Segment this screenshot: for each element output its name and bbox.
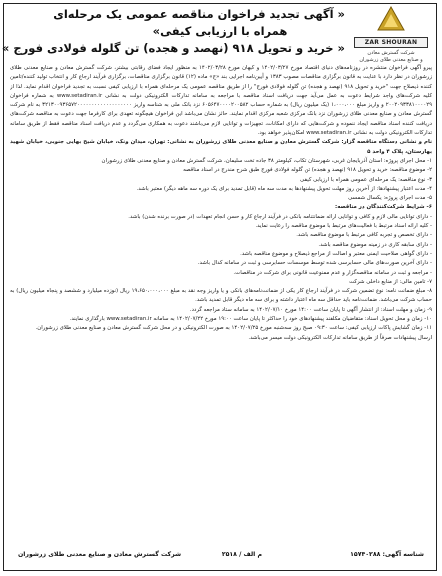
closing-note: ارسال پیشنهادات صرفاً از طریق سامانه تدارکات الکترونیکی دولت میسر می‌باشد. (248, 334, 432, 341)
condition-audited-statements: - دارای آخرین صورت‌های مالی حسابرسی شده توسط موسسات حسابرسی و ثبت در سامانه کدال باشد. (197, 260, 432, 267)
footer-company: شرکت گسترش معادن و صنایع معدنی طلای زرشوران (18, 551, 182, 558)
item-tender-subject: ۲- موضوع مناقصه: خرید و تحویل ۹۱۸ (نهصد و هجده) تن گلوله فولادی فورج طبق شرح مندرج در اسناد مناقصه (183, 167, 432, 174)
item-document-deadline: ۹- زمان و مهلت اسناد: از انتشار آگهی تا پایان ساعت ۱۴:۰۰ مورخ ۱۴۰۲/۰۷/۱۰ به سامانه ستاد مراجعه گردد. (189, 306, 432, 313)
company-logo (346, 6, 436, 68)
item-project-duration: ۵- مدت اجرای پروژه: یکسال شمسی (348, 195, 432, 202)
logo-subtitle-line-1: شرکت گسترش معادن (367, 50, 415, 56)
item-opening: ۱۱- زمان گشایش پاکات ارزیابی کیفی: ساعت ۰۹:۳۰ صبح روز سه‌شنبه مورخ ۱۴۰۲/۰۷/۲۵ به صورت الکترونیکی و در محل شرکت گسترش معادن و صنایع معدنی طلای زرشوران. (35, 325, 432, 332)
condition-documents: - کلیه ارائه اسناد مرتبط با فعالیت‌های مرتبط با موضوع مناقصه را رعایت نماید. (255, 223, 432, 230)
footer-notice-id: شناسه آگهی: ۱۵۷۴۰۲۸۸ (350, 551, 424, 558)
title-line-2: همراه با ارزیابی کیفی» (152, 24, 288, 38)
condition-financial: - دارای توانایی مالی لازم و کافی و توانایی ارائه ضمانتنامه بانکی در فرآیند ارجاع کار و حسن انجام تعهدات (در صورت برنده شدن) باشد. (128, 213, 432, 220)
logo-subtitle-line-2: و صنایع معدنی طلای زرشوران (359, 57, 423, 63)
tender-authority: نام و نشانی دستگاه مناقصه گزار: شرکت گسترش معادن و صنایع معدنی طلای زرشوران به نشانی: تهران، میدان ونک، خیابان شیخ بهایی جنوبی، خیابان شهید بهارستان، پلاک ۴ واحد ۵ (10, 139, 432, 155)
condition-expertise: - دارای تخصص و تجربه کافی مرتبط با موضوع مناقصه باشد. (296, 232, 432, 239)
gold-emblem-icon (376, 6, 406, 32)
condition-safety: - دارای گواهی صلاحیت ایمنی معتبر و اصالت از مراجع ذیصلاح و موضوع مناقصه باشد. (240, 250, 432, 257)
item-funding: ۷- تامین مالی: از منابع داخلی شرکت (349, 278, 432, 285)
title-line-1: « آگهی تجدید فراخوان مناقصه عمومی یک مرحله‌ای (53, 7, 345, 21)
item-offer-validity: ۴- مدت اعتبار پیشنهادها: از آخرین روز مهلت تحویل پیشنهادها به مدت سه ماه (قابل تمدید برای یک دوره سه ماهه دیگر) معتبر باشد. (136, 185, 432, 192)
notice-body (10, 64, 432, 532)
notice-footer (10, 548, 432, 562)
item-participant-conditions: ۶- شرایط شرکت‌کنندگان در مناقصه: (335, 204, 432, 211)
item-project-location: ۱- محل اجرای پروژه: استان آذربایجان غربی، شهرستان تکاب، کیلومتر ۳۸ جاده تخت سلیمان، شرکت گسترش معادن و صنایع معدنی طلای زرشوران (101, 157, 432, 164)
notice-title (1, 6, 345, 57)
footer-code: م الف / ۲۵۱۸ (221, 551, 262, 558)
condition-experience: - دارای سابقه کاری در زمینه موضوع مناقصه باشد. (318, 241, 432, 248)
item-submission: ۱۰- زمان و محل تحویل اسناد: متقاضیان مکلفند پیشنهادهای خود را حداکثر تا پایان ساعت ۱۹:۰۰ مورخ ۱۴۰۲/۰۷/۲۲ به سامانه www.setadiran.ir بارگذاری نمایند. (69, 316, 432, 323)
logo-brand-text: ZAR SHOURAN (354, 37, 428, 48)
title-line-3: « خرید و تحویل ۹۱۸ (نهصد و هجده) تن گلوله فولادی فورج » (1, 41, 345, 55)
item-guarantee: ۸- مبلغ ضمانت نامه: نوع تضمین شرکت در فرآیند ارجاع کار یکی از ضمانت‌نامه‌های بانکی و یا واریز وجه نقد به مبلغ ۱۹،۶۵۰،۰۰۰،۰۰۰ ریال (نوزده میلیارد و ششصد و پنجاه میلیون ریال) به حساب شرکت می‌باشد. ضمانت‌نامه باید حداقل سه ماه اعتبار داشته و برای سه ماه دیگر قابل تمدید باشد. (10, 288, 432, 304)
intro-paragraph: پیرو آگهی فراخوان منتشره در روزنامه‌های دنیای اقتصاد مورخ ۱۴۰۲/۰۳/۲۷ و کیهان مورخ ۱۴۰۲/۰۳/۲۸ به منظور ایجاد فضای رقابتی بیشتر، شرکت گسترش معادن و صنایع معدنی طلای زرشوران در نظر دارد با عنایت به قانون برگزاری مناقصات مصوب ۱۳۸۳ و آیین‌نامه اجرایی بند «ج» ماده (۱۲) قانون برگزاری مناقصات، برگزاری فرآیند ارجاع کار و انتخاب تولید کننده/تامین کننده ذیصلاح جهت "خرید و تحویل ۹۱۸ (نهصد و هجده) تن گلوله فولادی فورج" را از طریق مناقصه عمومی یک مرحله‌ای همراه با ارزیابی کیفی نسبت به تجدید فراخوان اقدام نماید. لذا از کلیه شرکت‌های واجد شرایط دعوت به عمل می‌آید جهت دریافت اسناد مناقصه با مراجعه به سامانه تدارکات الکترونیکی دولت به نشانی www.setadiran.ir به شماره فراخوان ۲۰۰۲۰۹۳۳۸۱۰۰۰۰۲۹ و واریز مبلغ ۱،۰۰۰،۰۰۰ (یک میلیون ریال) به شماره حساب ۶۰۵۶۴۷۰۰۰۰۲۰۰۵۸۲ نزد بانک ملی به شناسه واریز ۳۲۱۳۰۰۹۳۶۵۷۲۰۰۰۰۰۰۰۰۰۰۰۰۰۰۰۰۰۰۰ به نام شرکت گسترش معادن و صنایع معدنی طلای زرشوران نزد بانک مرکزی شعبه مرکزی اقدام نمایند. حائز نشان می‌باشد این فراخوان هیچگونه تعهدی برای کارفرما جهت دعوت به مناقصه شرکت‌های دریافت کننده اسناد مناقصه ایجاد ننموده و شرکت‌هایی که دارای امکانات، تجهیزات و توانایی لازم می‌باشند دعوت به همکاری می‌گردد و عدم دریافت اسناد مناقصه فقط از طریق سامانه تدارکات الکترونیکی دولت به نشانی www.setadiran.ir امکان‌پذیر خواهد بود. (10, 65, 432, 137)
item-tender-type: ۳- نوع مناقصه: یک مرحله‌ای عمومی همراه با ارزیابی کیفی (300, 176, 432, 183)
condition-registration: - مراجعه و ثبت در سامانه مناقصه‌گزار و عدم ممنوعیت قانونی برای شرکت در مناقصات. (233, 269, 432, 276)
